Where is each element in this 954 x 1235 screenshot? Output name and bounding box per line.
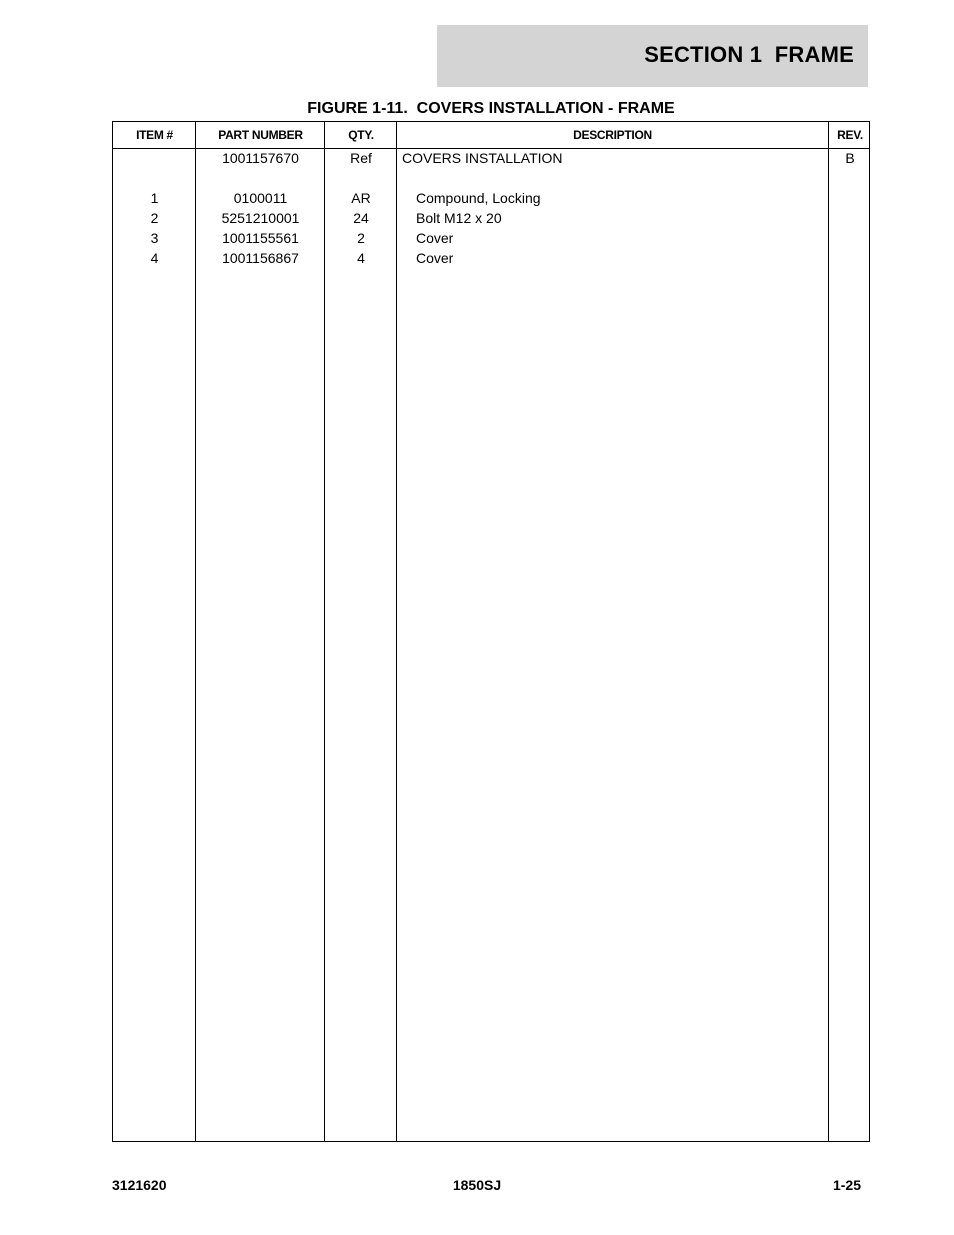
footer-model: 1850SJ xyxy=(452,1177,502,1193)
table-cell-part-number: 1001155561 xyxy=(222,230,299,246)
parts-table xyxy=(112,121,870,1142)
table-cell-qty: 2 xyxy=(357,230,365,246)
table-cell-qty: AR xyxy=(351,190,371,206)
table-cell-part-number: 1001157670 xyxy=(222,150,299,166)
footer-page-number: 1-25 xyxy=(832,1177,861,1193)
table-cell-description: Cover xyxy=(416,230,454,246)
table-cell-part-number: 1001156867 xyxy=(222,250,299,266)
section-header xyxy=(437,25,868,87)
table-cell-rev: B xyxy=(845,150,855,166)
table-cell-part-number: 5251210001 xyxy=(221,210,300,226)
column-header-rev: REV. xyxy=(837,128,863,142)
section-title: SECTION 1 FRAME xyxy=(644,42,854,67)
table-cell-part-number: 0100011 xyxy=(233,190,288,206)
table-cell-qty: Ref xyxy=(350,150,372,166)
table-cell-qty: 24 xyxy=(353,210,369,226)
column-divider xyxy=(396,122,397,1141)
table-cell-description: Compound, Locking xyxy=(416,190,541,206)
column-divider xyxy=(324,122,325,1141)
table-cell-item: 4 xyxy=(150,250,159,266)
column-header-qty: QTY. xyxy=(348,128,374,142)
table-cell-item: 1 xyxy=(150,190,159,206)
column-header-part-number: PART NUMBER xyxy=(218,128,303,142)
table-cell-description: Bolt M12 x 20 xyxy=(416,210,502,226)
column-divider xyxy=(195,122,196,1141)
table-cell-item: 3 xyxy=(150,230,159,246)
column-divider xyxy=(828,122,829,1141)
table-cell-item: 2 xyxy=(150,210,159,226)
table-cell-description: COVERS INSTALLATION xyxy=(402,150,563,166)
table-cell-description: Cover xyxy=(416,250,454,266)
column-header-item: ITEM # xyxy=(136,128,173,142)
column-header-description: DESCRIPTION xyxy=(573,128,652,142)
table-cell-qty: 4 xyxy=(357,250,365,266)
footer-doc-number: 3121620 xyxy=(112,1177,167,1193)
figure-title: FIGURE 1-11. COVERS INSTALLATION - FRAME xyxy=(307,100,675,117)
